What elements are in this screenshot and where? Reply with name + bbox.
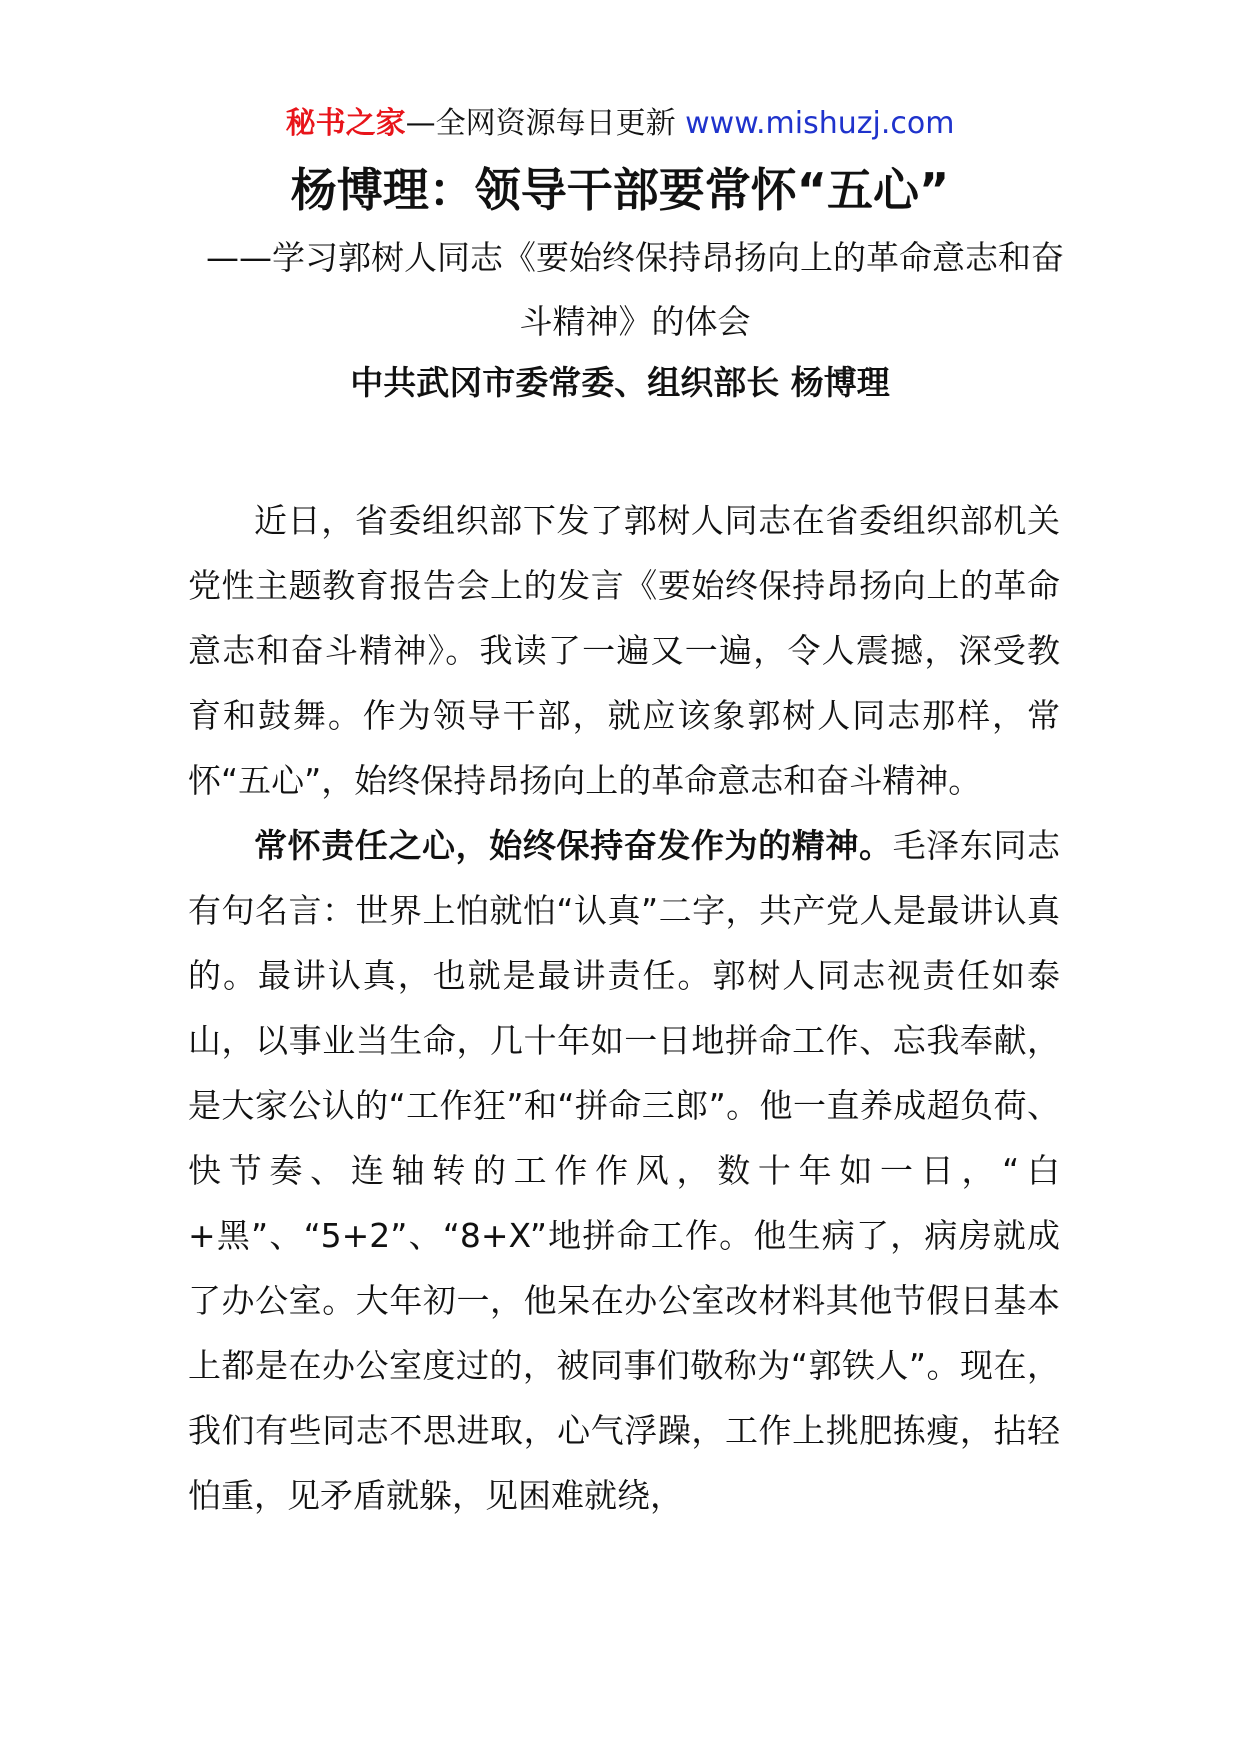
site-header — [0, 104, 1240, 144]
brand-name: 秘书之家 — [285, 106, 406, 141]
paragraph-text: 毛泽东同志有句名言：世界上怕就怕“认真”二字，共产党人是最讲认真的。最讲认真，也就是最讲责任。郭树人同志视责任如泰山，以事业当生命，几十年如一日地拼命工作、忘我奉献，是大家公认的“工作狂”和“拼命三郎”。他一直养成超负荷、快节奏、连轴转的工作作风，数十年如一日，“白+黑”、“5+2”、“8+X”地拼命工作。他生病了，病房就成了办公室。大年初一，他呆在办公室改材料其他节假日基本上都是在办公室度过的，被同事们敬称为“郭铁人”。现在，我们有些同志不思进取，心气浮躁，工作上挑肥拣瘦，拈轻怕重，见矛盾就躲，见困难就绕， — [188, 826, 1061, 1515]
paragraph-intro: 近日，省委组织部下发了郭树人同志在省委组织部机关党性主题教育报告会上的发言《要始终保持昂扬向上的革命意志和奋斗精神》。我读了一遍又一遍，令人震撼，深受教育和鼓舞。作为领导干部，就应该象郭树人同志那样，常怀“五心”，始终保持昂扬向上的革命意志和奋斗精神。 — [188, 501, 1060, 800]
header-tagline: —全网资源每日更新 — [405, 106, 686, 141]
paragraph-responsibility — [188, 813, 1060, 1528]
paragraph-lead-heading: 常怀责任之心，始终保持奋发作为的精神。 — [254, 826, 893, 865]
article-author: 中共武冈市委常委、组织部长 杨博理 — [350, 363, 890, 402]
article-subtitle: ——学习郭树人同志《要始终保持昂扬向上的革命意志和奋斗精神》的体会 — [206, 238, 1064, 341]
article-body — [188, 488, 1060, 1528]
article-title: 杨博理：领导干部要常怀“五心” — [290, 163, 950, 217]
site-url-link[interactable]: www.mishuzj.com — [685, 106, 955, 141]
